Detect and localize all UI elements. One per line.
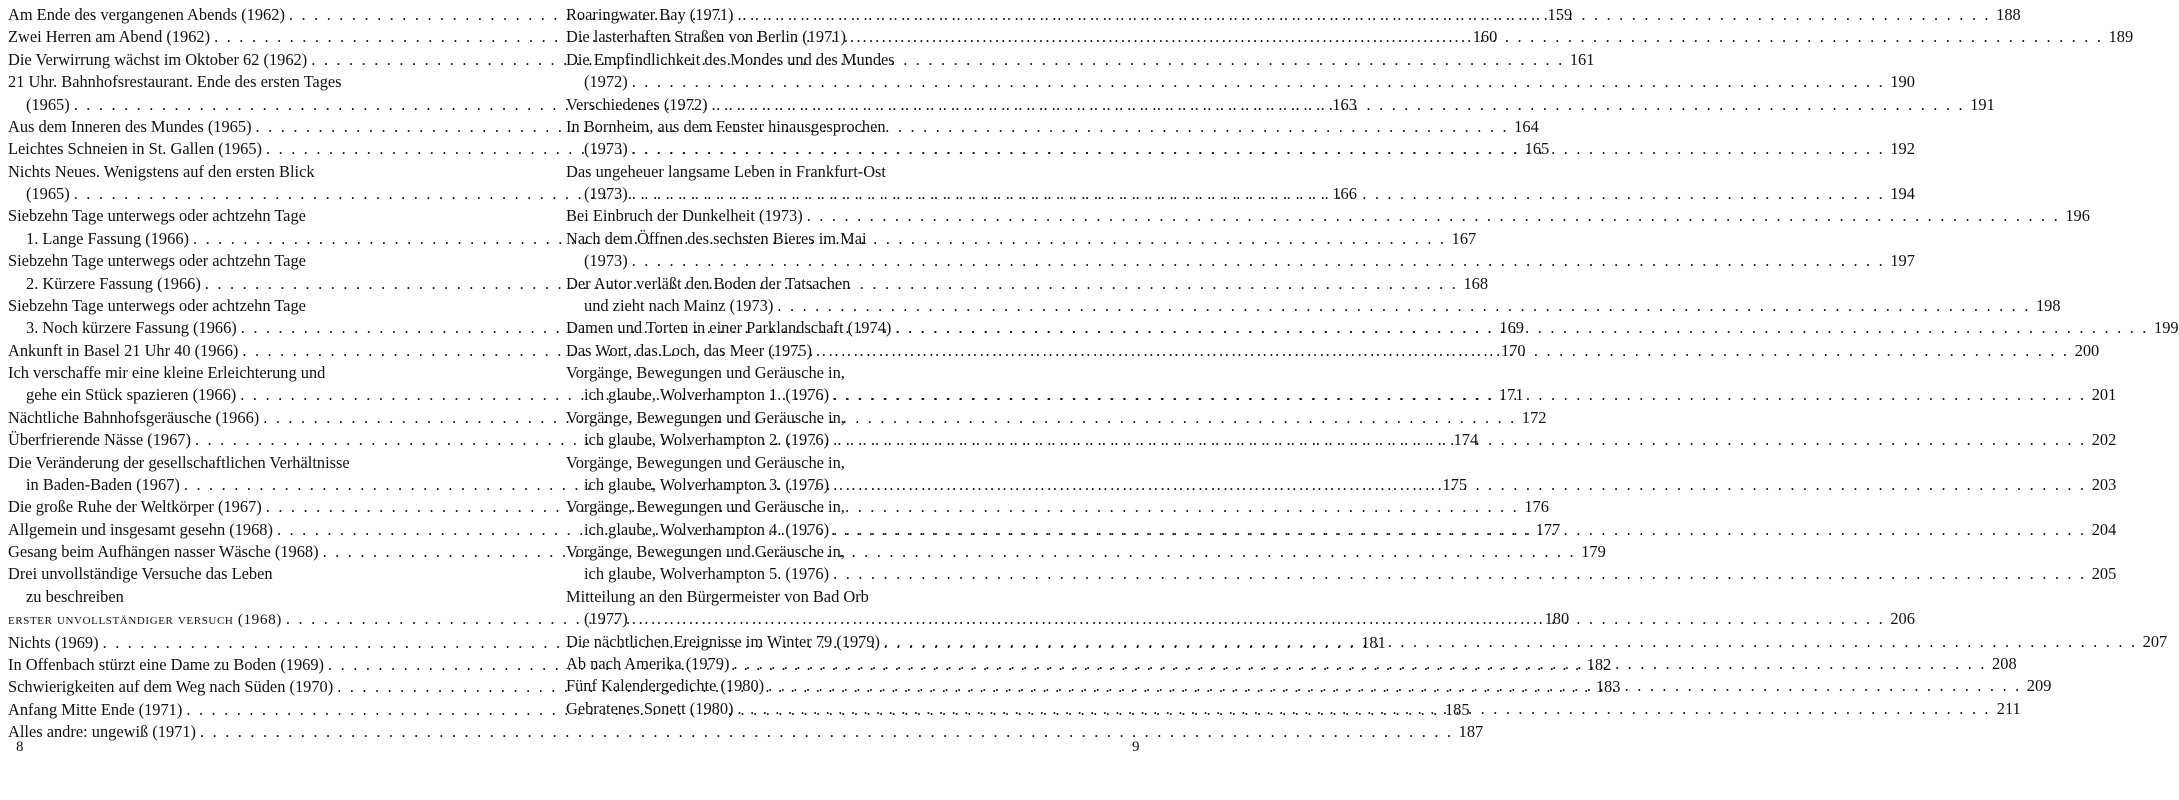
dot-leader [708,94,1969,116]
toc-entry-title: Gebratenes Sonett (1980) [566,698,734,718]
toc-entry-title: Gesang beim Aufhängen nasser Wäsche (1968) [8,542,319,561]
dot-leader [196,721,1457,743]
toc-page-number: 187 [1458,722,1484,741]
toc-entry-line [8,586,444,608]
toc-page-number: 180 [1544,609,1570,629]
toc-entry-title: Ich verschaffe mir eine kleine Erleichterung und [8,363,326,382]
toc-entry-title: Siebzehn Tage unterwegs oder achtzehn Tage [8,295,306,315]
toc-entry-line [8,205,444,227]
toc-entry [566,205,2090,227]
toc-page-number: 182 [1586,654,1612,674]
toc-entry-title: Fünf Kalendergedichte (1980) [566,676,765,696]
toc-entry-title: und zieht nach Mainz (1973) [584,295,774,315]
toc-entry-title: Roaringwater Bay (1971) [566,5,734,24]
toc-page-number: 189 [2108,27,2134,47]
toc-entry-line [8,295,444,317]
toc-entry-title: (1973) [584,184,628,203]
toc-entry-title: (1965) [26,184,70,203]
toc-entry-line [566,205,2090,227]
toc-entry-title: Nichts (1969) [8,632,99,652]
toc-entry-title: Zwei Herren am Abend (1962) [8,27,211,47]
toc-page-number: 206 [1890,609,1915,629]
toc-page-number: 169 [1499,318,1524,338]
toc-page-number: 163 [1332,94,1357,114]
toc-entry-title: Nächtliche Bahnhofsgeräusche (1966) [8,407,260,427]
toc-entry [8,721,1484,743]
toc-page-number: 197 [1890,251,1915,271]
toc-entry-title: in Baden-Baden (1967) [26,474,180,494]
toc-entry-line [566,563,2117,585]
toc-entry-title: Vorgänge, Bewegungen und Geräusche in, [566,452,845,472]
toc-entry-title: 2. Kürzere Fassung (1966) [26,273,201,293]
toc-entry-title: Vorgänge, Bewegungen und Geräusche in, [566,407,845,427]
toc-entry-title: Nach dem Öffnen des sechsten Bieres im Mai [566,228,867,248]
toc-entry-title: Die Veränderung der gesellschaftlichen Verhältnisse [8,452,350,472]
toc-page-number: 201 [2091,385,2117,405]
toc-entry-title: Drei unvollständige Versuche das Leben [8,564,273,584]
toc-entry [8,563,444,608]
toc-entry-title: ich glaube, Wolverhampton 2. (1976) [584,430,830,450]
dot-leader [773,295,2034,317]
toc-entry-title: Vorgänge, Bewegungen und Geräusche in, [566,542,845,561]
toc-entry-title: Mitteilung an den Bürgermeister von Bad Orb [566,586,869,606]
toc-entry-title: Damen und Torten in einer Parklandschaft (1974) [566,318,892,338]
toc-entry-title: ich glaube, Wolverhampton 3. (1976) [584,474,830,494]
toc-page-number: 203 [2091,474,2117,494]
toc-page-number: 191 [1970,94,1995,114]
toc-page-number: 205 [2091,564,2117,584]
toc-entry-line [566,362,1002,384]
toc-entry-title: Der Autor verläßt den Boden der Tatsachen [566,273,851,293]
toc-entry-line [566,586,1002,608]
dot-leader [764,675,2025,697]
toc-entry-line [566,295,2061,317]
toc-entry-title: gehe ein Stück spazieren (1966) [26,385,237,405]
toc-entry-title: ich glaube, Wolverhampton 4. (1976) [584,519,830,539]
toc-entry-line [566,228,1002,250]
toc-page-number: 170 [1501,340,1526,360]
toc-entry-title: Anfang Mitte Ende (1971) [8,699,183,719]
toc-entry-title: Schwierigkeiten auf dem Weg nach Süden (1970) [8,677,334,697]
toc-page-number: 164 [1514,116,1539,136]
toc-entry-title: Die Empfindlichkeit des Mondes und des Mundes [566,49,895,69]
dot-leader [628,138,1889,160]
dot-leader [829,563,2090,585]
dot-leader [880,631,2141,653]
toc-entry-title: In Offenbach stürzt eine Dame zu Boden (1969) [8,654,325,674]
dot-leader [729,653,1990,675]
dot-leader [734,698,1995,720]
toc-entry-title: Die nächtlichen Ereignisse im Winter 79 (1979) [566,631,881,651]
toc-entry-title: zu beschreiben [26,586,124,606]
toc-entry-line [566,496,1002,518]
toc-entry-title: Die lasterhaften Straßen von Berlin (1971) [566,27,846,47]
toc-entry-line [566,407,1002,429]
toc-page-number: 202 [2091,430,2117,450]
toc-page-number: 165 [1524,139,1550,159]
toc-entry-title: In Bornheim, aus dem Fenster hinausgesprochen [566,116,886,136]
toc-entry-title: (1972) [584,72,628,92]
dot-leader [829,519,2090,541]
toc-entry-title: Bei Einbruch der Dunkelheit (1973) [566,206,803,226]
toc-entry-title: Am Ende des vergangenen Abends (1962) [8,5,285,24]
toc-page-number: 175 [1442,474,1468,494]
toc-page-number: 179 [1581,542,1606,561]
toc-entry-line [8,721,1484,743]
toc-page-number: 199 [2154,318,2179,338]
toc-page-number: 198 [2035,295,2061,315]
toc-entry-title: Das Wort, das Loch, das Meer (1975) [566,340,812,360]
toc-entry-line [566,116,1002,138]
toc-entry-line [566,452,1002,474]
page-number-left: 8 [16,739,24,755]
toc-entry-title: Vorgänge, Bewegungen und Geräusche in, [566,497,845,517]
toc-entry-line [8,161,444,183]
toc-entry-title: ich glaube, Wolverhampton 5. (1976) [584,564,830,584]
dot-leader [628,71,1889,93]
toc-entry-title: (1965) [26,94,70,114]
toc-entry-line [566,541,1002,563]
toc-entry-title: (1977) [584,609,628,629]
dot-leader [628,183,1889,205]
toc-page-number: 194 [1890,184,1915,203]
dot-leader [734,4,1995,26]
toc-entry-title: 21 Uhr. Bahnhofsrestaurant. Ende des ersten Tages [8,72,342,92]
toc-page-number: 192 [1890,139,1915,159]
toc-entry-title: Das ungeheuer langsame Leben in Frankfurt-Ost [566,161,886,181]
dot-leader [628,250,1889,272]
toc-entry-title: Überfrierende Nässe (1967) [8,430,191,450]
toc-page-number: 174 [1453,430,1479,450]
toc-page-number: 176 [1524,497,1549,517]
dot-leader [829,429,2090,451]
toc-page-number: 181 [1361,632,1386,652]
toc-page-number: 208 [1992,653,2017,673]
toc-page-number: 188 [1996,5,2021,24]
toc-entry-line [8,250,444,272]
toc-page-number: 166 [1332,184,1357,203]
page-number-right: 9 [1132,739,1140,755]
toc-entry-title: Nichts Neues. Wenigstens auf den ersten Blick [8,161,315,181]
dot-leader [803,205,2064,227]
toc-entry-title: ich glaube, Wolverhampton 1. (1976) [584,385,830,405]
toc-entry-title: Verschiedenes (1972) [566,94,708,114]
toc-entry-title: 3. Noch kürzere Fassung (1966) [26,318,237,338]
toc-page-number: 168 [1463,273,1489,293]
toc-entry-line [566,71,1915,93]
toc-page-number: 172 [1521,407,1547,427]
toc-page-number: 200 [2074,340,2100,360]
toc-entry-title: Alles andre: ungewiß (1971) [8,722,196,741]
toc-entry-title: Die große Ruhe der Weltkörper (1967) [8,497,262,517]
toc-entry-line [8,563,444,585]
dot-leader [829,384,2090,406]
toc-entry-line [8,452,444,474]
dot-leader [891,317,2152,339]
toc-page-number: 160 [1472,27,1498,47]
toc-page-number: 211 [1996,698,2021,718]
toc-entry-title: Ab nach Amerika (1979) [566,653,730,673]
toc-page-number: 159 [1547,5,1573,24]
toc-entry-title: Siebzehn Tage unterwegs oder achtzehn Tage [8,251,306,271]
dot-leader [846,26,2107,48]
toc-entry-title: Die Verwirrung wächst im Oktober 62 (1962) [8,49,308,69]
toc-page-number: 204 [2091,519,2117,539]
toc-entry-title: (1973) [584,251,628,271]
toc-entry-line [566,250,1915,272]
toc-page-number: 171 [1498,385,1524,405]
toc-page-number: 177 [1535,519,1561,539]
toc-page-number: 185 [1444,699,1470,719]
toc-entry-line [566,273,1002,295]
toc-page-number: 190 [1890,72,1915,92]
toc-page-number: 161 [1569,49,1595,69]
dot-leader [628,608,1889,630]
toc-page-number: 207 [2142,631,2168,651]
toc-entry-line [566,161,1002,183]
toc-entry-title: Leichtes Schneien in St. Gallen (1965) [8,139,262,159]
toc-entry-title: Siebzehn Tage unterwegs oder achtzehn Tage [8,206,306,226]
toc-entry-title: 1. Lange Fassung (1966) [26,228,189,248]
toc-entry-title: erster unvollständiger versuch (1968) [8,611,282,629]
toc-entry-line [8,362,444,384]
toc-page-number: 196 [2065,206,2090,226]
toc-page-number: 183 [1595,677,1621,697]
toc-page-number: 209 [2026,676,2052,696]
toc-page-number: 167 [1451,228,1477,248]
toc-entry-line [8,71,444,93]
dot-leader [829,474,2090,496]
toc-entry-line [566,49,1002,71]
toc-entry-title: Allgemein und insgesamt gesehn (1968) [8,519,273,539]
toc-entry-title: (1973) [584,139,628,159]
toc-entry-title: Ankunft in Basel 21 Uhr 40 (1966) [8,340,239,360]
toc-entry-title: Aus dem Inneren des Mundes (1965) [8,116,252,136]
toc-entry-title: Vorgänge, Bewegungen und Geräusche in, [566,363,845,382]
dot-leader [812,340,2073,362]
